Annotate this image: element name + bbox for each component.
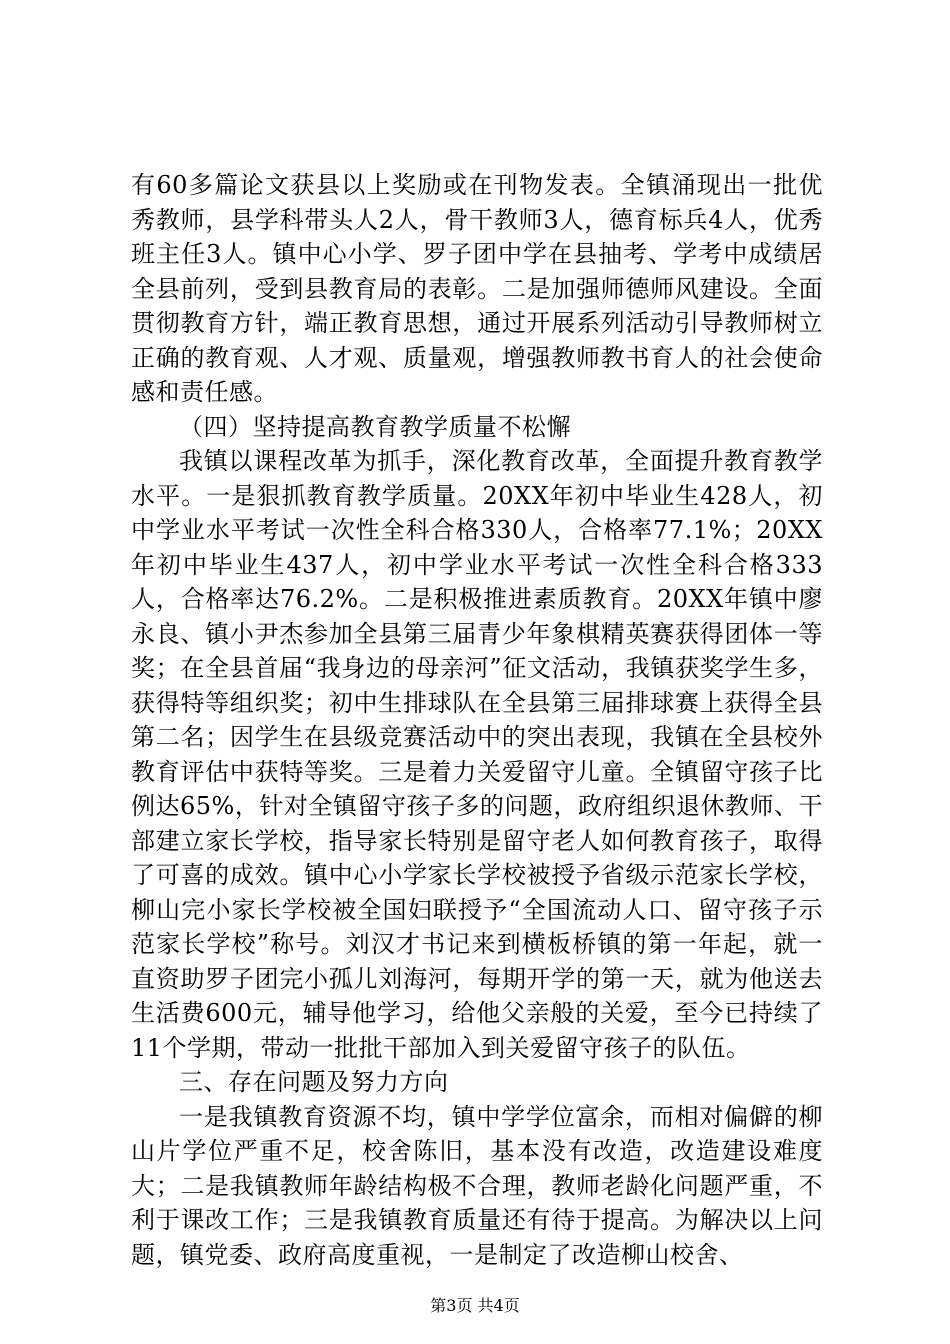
paragraph-teaching-quality: 我镇以课程改革为抓手，深化教育改革，全面提升教育教学水平。一是狠抓教育教学质量。20XX年初中毕业生428人，初中学业水平考试一次性全科合格330人，合格率77.1%；20XX年初中毕业生437人，初中学业水平考试一次性全科合格333人，合格率达76.2%。二是积极推进素质教育。20XX年镇中廖永良、镇小尹杰参加全县第三届青少年象棋精英赛获得团体一等奖；在全县首届“我身边的母亲河”征文活动，我镇获奖学生多，获得特等组织奖；初中生排球队在全县第三届排球赛上获得全县第二名；因学生在县级竞赛活动中的突出表现，我镇在全县校外教育评估中获特等奖。三是着力关爱留守儿童。全镇留守孩子比例达65%，针对全镇留守孩子多的问题，政府组织退休教师、干部建立家长学校，指导家长特别是留守老人如何教育孩子，取得了可喜的成效。镇中心小学家长学校被授予省级示范家长学校，柳山完小家长学校被全国妇联授予“全国流动人口、留守孩子示范家长学校”称号。刘汉才书记来到横板桥镇的第一年起，就一直资助罗子团完小孤儿刘海河，每期开学的第一天，就为他送去生活费600元，辅导他学习，给他父亲般的关爱，至今已持续了11个学期，带动一批批干部加入到关爱留守孩子的队伍。 — [131, 447, 823, 1062]
section-heading-3: 三、存在问题及努力方向 — [179, 1068, 449, 1096]
page-number: 第3页 共4页 — [430, 1296, 520, 1315]
paragraph-continuation: 有60多篇论文获县以上奖励或在刊物发表。全镇涌现出一批优秀教师，县学科带头人2人，骨干教师3人，德育标兵4人，优秀班主任3人。镇中心小学、罗子团中学在县抽考、学考中成绩居全县前列，受到县教育局的表彰。二是加强师德师风建设。全面贯彻教育方针，端正教育思想，通过开展系列活动引导教师树立正确的教育观、人才观、质量观，增强教师教书育人的社会使命感和责任感。 — [131, 171, 823, 406]
body-text — [131, 168, 823, 1272]
paragraph-problems: 一是我镇教育资源不均，镇中学学位富余，而相对偏僻的柳山片学位严重不足，校舍陈旧，基本没有改造，改造建设难度大；二是我镇教师年龄结构极不合理，教师老龄化问题严重，不利于课改工作；三是我镇教育质量还有待于提高。为解决以上问题，镇党委、政府高度重视，一是制定了改造柳山校舍、 — [131, 1102, 823, 1269]
section-heading-4: （四）坚持提高教育教学质量不松懈 — [179, 412, 571, 441]
